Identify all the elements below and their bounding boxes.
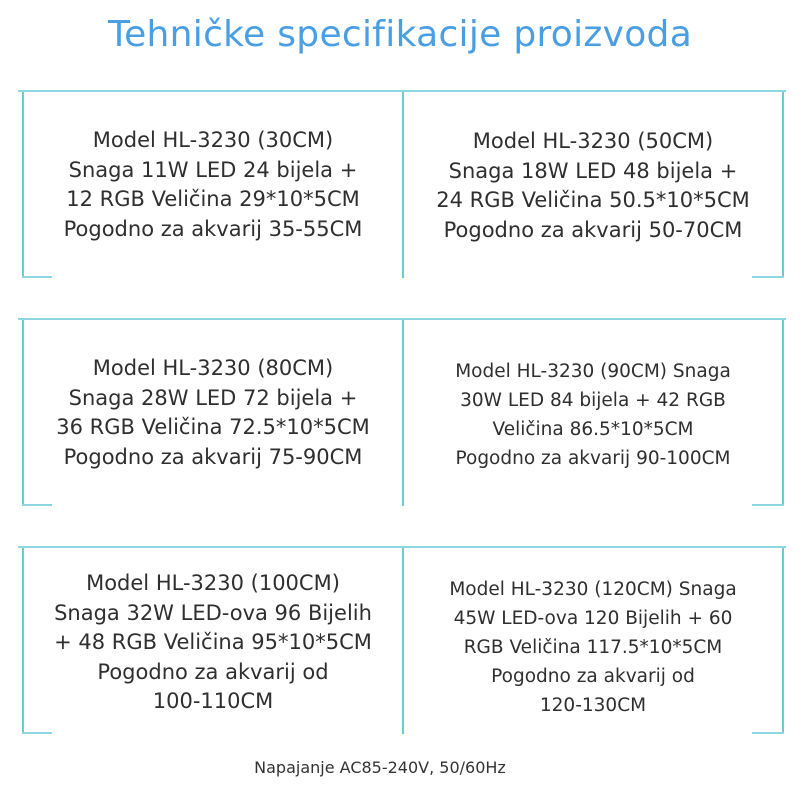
- spec-text: Model HL-3230 (30CM) Snaga 11W LED 24 bijela + 12 RGB Veličina 29*10*5CM Pogodno za akvarij 35-55CM: [63, 128, 363, 241]
- row1-bottom-left-tick: [22, 276, 52, 278]
- spec-cell-90cm: [404, 330, 782, 500]
- row2-bottom-left-tick: [22, 504, 52, 506]
- row3-bottom-left-tick: [22, 732, 52, 734]
- spec-text: Model HL-3230 (50CM) Snaga 18W LED 48 bijela + 24 RGB Veličina 50.5*10*5CM Pogodno za akvarij 50-70CM: [436, 129, 750, 242]
- spec-cell-50cm: [404, 100, 782, 272]
- row1-bottom-right-tick: [752, 276, 784, 278]
- spec-text: Model HL-3230 (90CM) Snaga 30W LED 84 bijela + 42 RGB Veličina 86.5*10*5CM Pogodno za akvarij 90-100CM: [455, 361, 731, 469]
- spec-text: Model HL-3230 (80CM) Snaga 28W LED 72 bijela + 36 RGB Veličina 72.5*10*5CM Pogodno za akvarij 75-90CM: [56, 356, 370, 469]
- row3-right-line: [782, 548, 784, 734]
- spec-cell-80cm: [24, 328, 402, 498]
- spec-cell-100cm: [24, 556, 402, 730]
- page-title: Tehničke specifikacije proizvoda: [107, 14, 693, 55]
- row2-right-line: [782, 320, 784, 506]
- spec-cell-30cm: [24, 100, 402, 270]
- spec-text: Model HL-3230 (120CM) Snaga 45W LED-ova 120 Bijelih + 60 RGB Veličina 117.5*10*5CM Pogodno za akvarij od 120-130CM: [449, 578, 737, 716]
- spec-cell-120cm: [404, 560, 782, 734]
- power-supply-note: Napajanje AC85-240V, 50/60Hz: [254, 758, 506, 777]
- row2-bottom-right-tick: [752, 504, 784, 506]
- row1-right-line: [782, 92, 784, 278]
- spec-text: Model HL-3230 (100CM) Snaga 32W LED-ova 96 Bijelih + 48 RGB Veličina 95*10*5CM Pogodno za akvarij od 100-110CM: [54, 571, 372, 714]
